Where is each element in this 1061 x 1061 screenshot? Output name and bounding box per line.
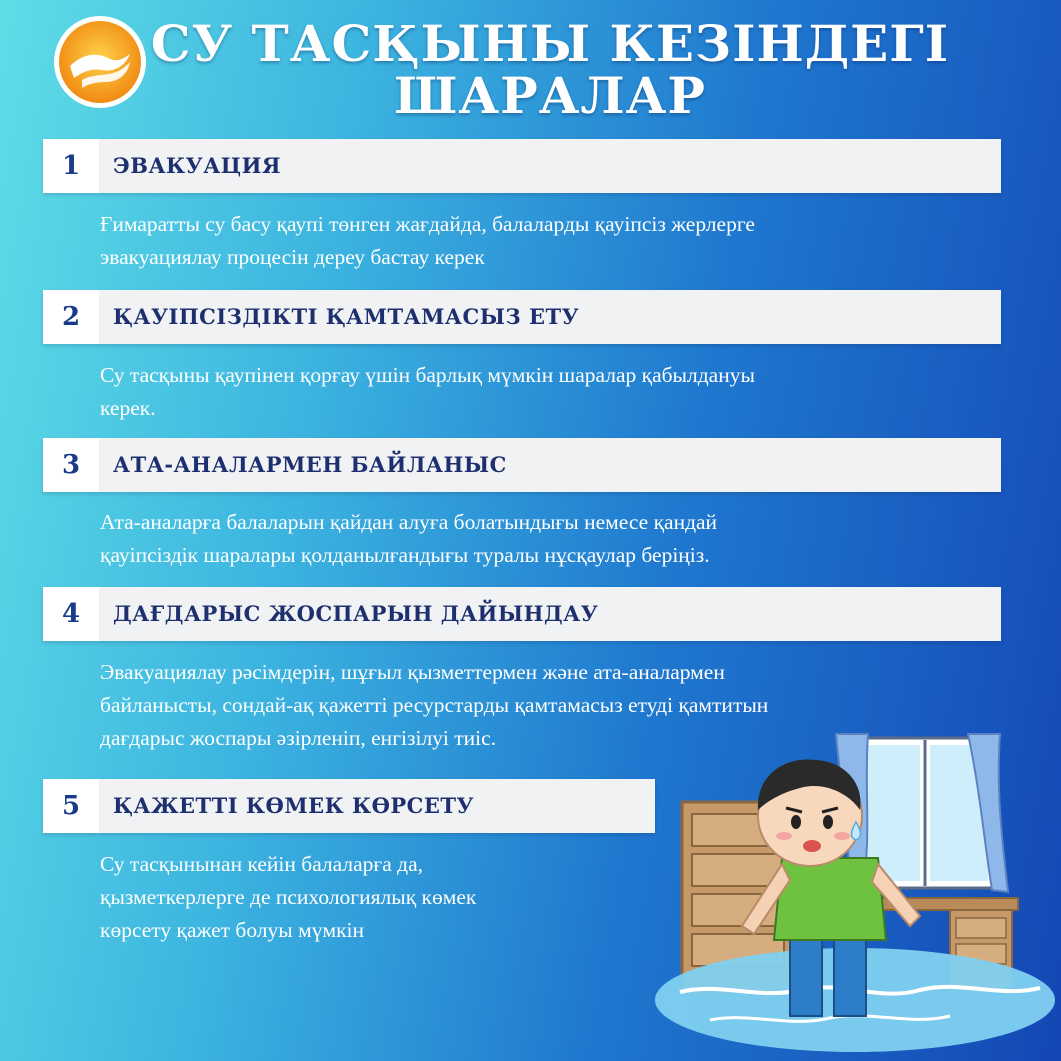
- section-5-bar: [43, 779, 655, 833]
- description-line: дағдарыс жоспары әзірленіп, енгізілуі тиіс.: [100, 726, 497, 750]
- section-1-bar: [43, 139, 1001, 193]
- description-line: қауіпсіздік шаралары қолданылғандығы туралы нұсқаулар беріңіз.: [100, 543, 710, 567]
- section-number: 5: [43, 779, 99, 833]
- section-3-description: [100, 506, 717, 572]
- section-3-bar: [43, 438, 1001, 492]
- description-line: Эвакуациялау рәсімдерін, шұғыл қызметтермен және ата-аналармен: [100, 660, 725, 684]
- title-line-2: ШАРАЛАР: [394, 66, 706, 125]
- description-line: Ғимаратты су басу қаупі төнген жағдайда, балаларды қауіпсіз жерлерге: [100, 212, 755, 236]
- section-number: 3: [43, 438, 99, 492]
- page-title: [150, 14, 950, 125]
- description-line: көрсету қажет болуы мүмкін: [100, 918, 364, 942]
- hands-logo-icon: [52, 14, 148, 110]
- section-heading: ЭВАКУАЦИЯ: [113, 153, 281, 178]
- section-2-description: [100, 359, 755, 425]
- section-4-bar: [43, 587, 1001, 641]
- flooded-room-child-illustration: [650, 730, 1061, 1061]
- section-heading: АТА-АНАЛАРМЕН БАЙЛАНЫС: [113, 452, 507, 477]
- description-line: эвакуациялау процесін дереу бастау керек: [100, 245, 485, 269]
- description-line: Ата-аналарға балаларын қайдан алуға болатындығы немесе қандай: [100, 510, 718, 534]
- section-number: 2: [43, 290, 99, 344]
- description-line: Су тасқыны қаупінен қорғау үшін барлық мүмкін шаралар қабылдануы: [100, 363, 755, 387]
- section-heading: ДАҒДАРЫС ЖОСПАРЫН ДАЙЫНДАУ: [113, 601, 599, 626]
- section-2-bar: [43, 290, 1001, 344]
- section-number: 4: [43, 587, 99, 641]
- description-line: керек.: [100, 396, 156, 420]
- description-line: қызметкерлерге де психологиялық көмек: [100, 885, 477, 909]
- section-number: 1: [43, 139, 99, 193]
- title-line-1: СУ ТАСҚЫНЫ КЕЗІНДЕГІ: [150, 14, 950, 73]
- description-line: Су тасқынынан кейін балаларға да,: [100, 852, 424, 876]
- section-5-description: [100, 848, 476, 947]
- description-line: байланысты, сондай-ақ қажетті ресурстарды қамтамасыз етуді қамтитын: [100, 693, 769, 717]
- section-heading: ҚАЖЕТТІ КӨМЕК КӨРСЕТУ: [113, 793, 475, 818]
- section-1-description: [100, 208, 755, 274]
- section-heading: ҚАУІПСІЗДІКТІ ҚАМТАМАСЫЗ ЕТУ: [113, 304, 580, 329]
